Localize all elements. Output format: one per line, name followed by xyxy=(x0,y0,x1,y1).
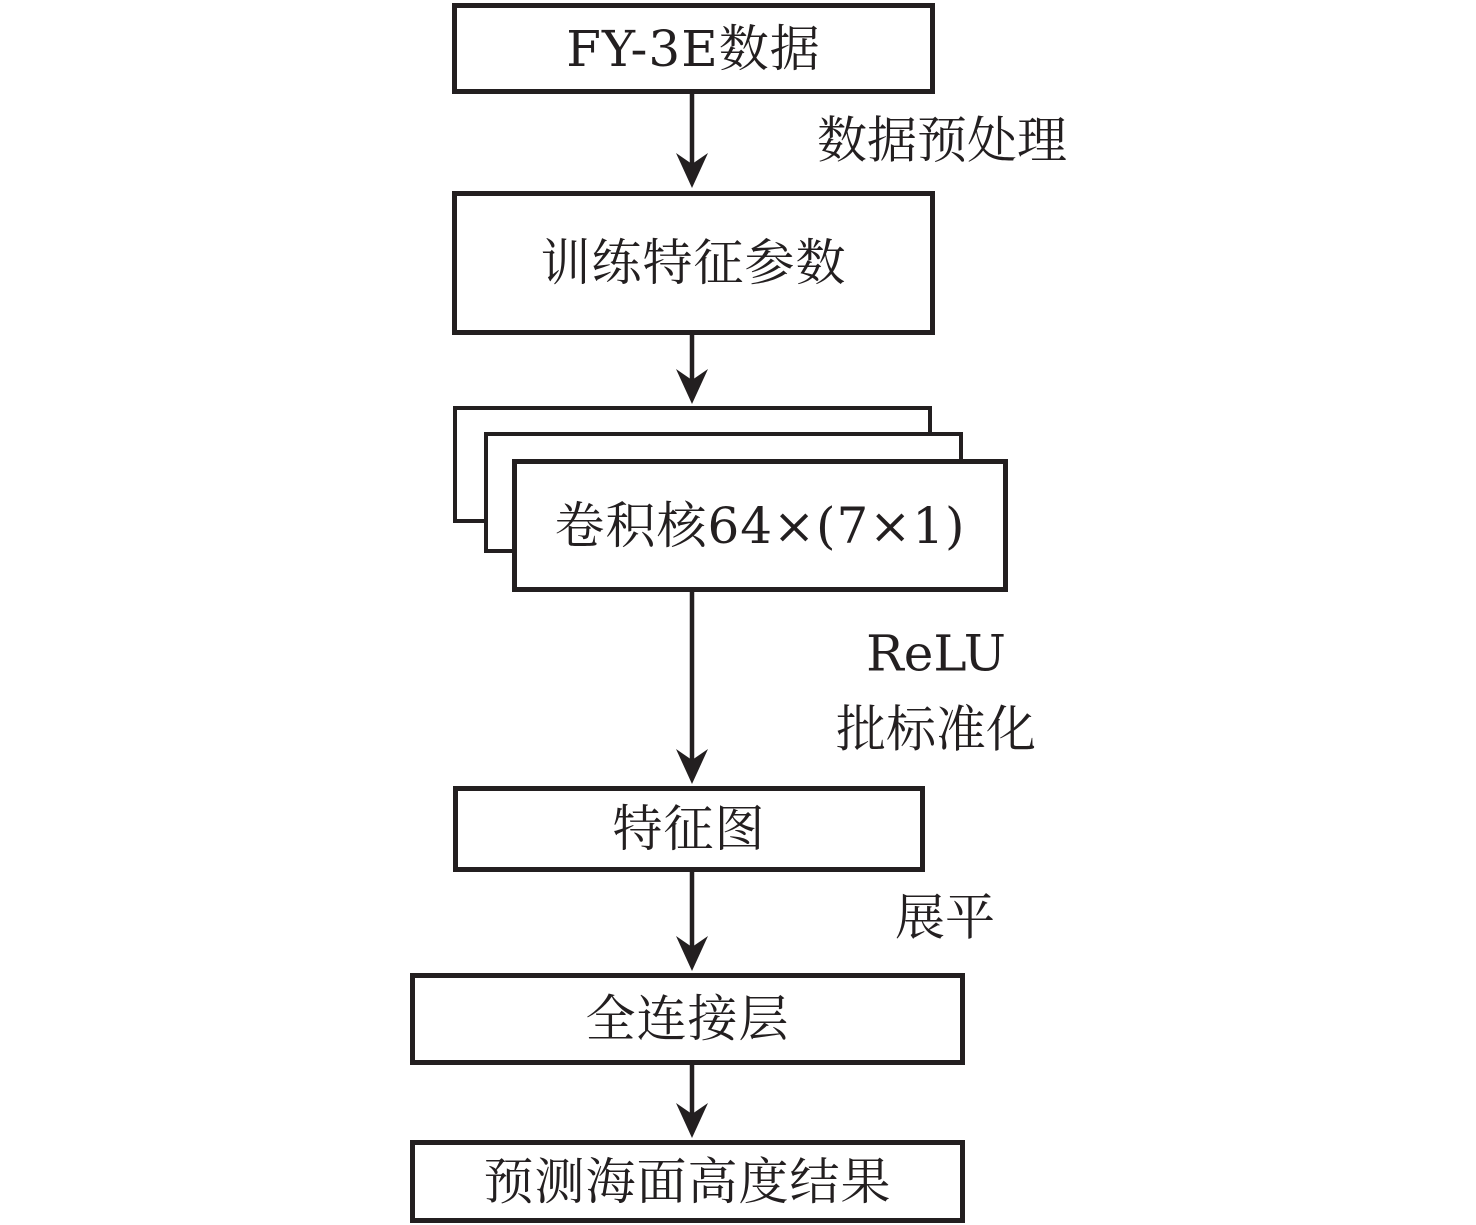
node-conv-kernel-label: 卷积核64×(7×1) xyxy=(554,496,966,555)
edge-label-preprocess: 数据预处理 xyxy=(817,111,1067,170)
node-fy3e-data xyxy=(452,3,935,94)
node-feature-map xyxy=(453,786,925,872)
arrow-down-icon-preprocess xyxy=(676,94,708,188)
node-train-feature-params xyxy=(452,191,935,335)
arrow-down-icon-to-output xyxy=(676,1065,708,1138)
node-feature-map-label: 特征图 xyxy=(612,800,766,858)
node-fy3e-data-label: FY-3E数据 xyxy=(566,19,821,78)
edge-label-batch-norm: 批标准化 xyxy=(836,700,1036,759)
arrow-down-icon-to-conv xyxy=(676,335,708,404)
arrow-down-icon-relu-batchnorm xyxy=(676,592,708,784)
node-fully-connected-label: 全连接层 xyxy=(585,990,790,1048)
edge-label-flatten: 展平 xyxy=(895,888,995,947)
node-train-feature-params-label: 训练特征参数 xyxy=(540,234,847,292)
node-conv-kernel xyxy=(512,459,1008,592)
arrow-down-icon-flatten xyxy=(676,872,708,971)
node-fully-connected xyxy=(410,973,965,1065)
edge-label-relu: ReLU xyxy=(866,624,1006,683)
node-predicted-ssh-result-label: 预测海面高度结果 xyxy=(483,1152,892,1211)
node-predicted-ssh-result xyxy=(410,1140,965,1223)
